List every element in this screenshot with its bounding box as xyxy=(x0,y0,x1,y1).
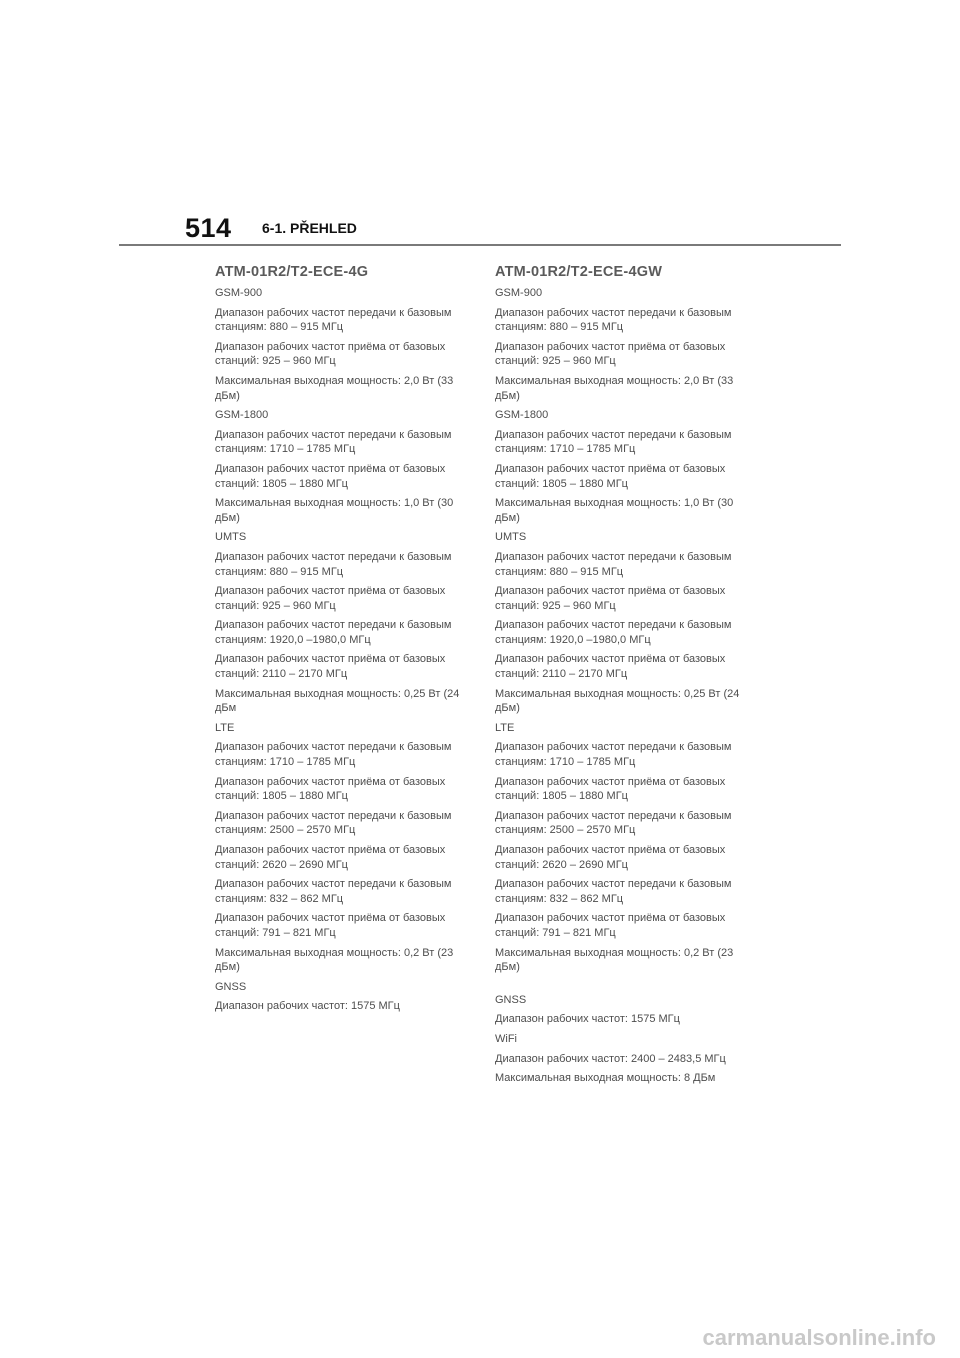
spec-line: Максимальная выходная мощность: 0,2 Вт (23 дБм) xyxy=(495,946,734,974)
spec-line: Диапазон рабочих частот передачи к базовым станциям: 880 – 915 МГц xyxy=(215,550,452,578)
spec-line: GSM-1800 xyxy=(215,409,269,422)
spec-line: Диапазон рабочих частот передачи к базовым станциям: 880 – 915 МГц xyxy=(495,306,732,334)
spec-line: Диапазон рабочих частот передачи к базовым станциям: 1710 – 1785 МГц xyxy=(495,741,732,769)
spec-line: Диапазон рабочих частот передачи к базовым станциям: 1920,0 –1980,0 МГц xyxy=(495,619,732,646)
spec-line: GNSS xyxy=(495,993,527,1006)
model-heading-4g: ATM-01R2/T2-ECE-4G xyxy=(215,264,369,280)
section-title: 6-1. PŘEHLED xyxy=(262,220,357,236)
spec-line: Максимальная выходная мощность: 2,0 Вт (33 дБм) xyxy=(215,374,454,402)
spec-line: Максимальная выходная мощность: 1,0 Вт (30 дБм) xyxy=(215,497,454,524)
spec-line: Диапазон рабочих частот передачи к базовым станциям: 1710 – 1785 МГц xyxy=(495,428,732,456)
spec-line: Диапазон рабочих частот приёма от базовых станций: 1805 – 1880 МГц xyxy=(495,462,726,490)
spec-line: Диапазон рабочих частот приёма от базовых станций: 791 – 821 МГц xyxy=(215,912,446,939)
spec-line: Диапазон рабочих частот: 1575 МГц xyxy=(495,1013,680,1026)
spec-line: Диапазон рабочих частот: 1575 МГц xyxy=(215,1000,400,1013)
page-number: 514 xyxy=(185,213,232,243)
spec-line: GSM-900 xyxy=(215,287,263,299)
spec-line: Диапазон рабочих частот передачи к базовым станциям: 832 – 862 МГц xyxy=(495,878,732,905)
spec-line: Диапазон рабочих частот приёма от базовых станций: 2620 – 2690 МГц xyxy=(495,844,726,871)
header-divider xyxy=(119,244,841,246)
spec-line: Диапазон рабочих частот приёма от базовых станций: 2110 – 2170 МГц xyxy=(215,653,446,681)
spec-line: Диапазон рабочих частот передачи к базовым станциям: 880 – 915 МГц xyxy=(215,306,452,334)
watermark: carmanualsonline.info xyxy=(702,1325,936,1350)
spec-line: Диапазон рабочих частот приёма от базовых станций: 925 – 960 МГц xyxy=(495,585,726,612)
spec-line: Диапазон рабочих частот приёма от базовых станций: 791 – 821 МГц xyxy=(495,912,726,939)
spec-line: GSM-900 xyxy=(495,287,543,299)
spec-line: WiFi xyxy=(495,1032,517,1045)
spec-line: Диапазон рабочих частот приёма от базовых станций: 925 – 960 МГц xyxy=(215,340,446,368)
spec-line: Максимальная выходная мощность: 1,0 Вт (30 дБм) xyxy=(495,497,734,524)
spec-line: Диапазон рабочих частот передачи к базовым станциям: 880 – 915 МГц xyxy=(495,550,732,578)
spec-line: Максимальная выходная мощность: 8 ДБм xyxy=(495,1072,716,1085)
spec-line: Диапазон рабочих частот приёма от базовых станций: 925 – 960 МГц xyxy=(495,340,726,368)
spec-line: Диапазон рабочих частот передачи к базовым станциям: 1710 – 1785 МГц xyxy=(215,741,452,769)
spec-line: Максимальная выходная мощность: 0,2 Вт (23 дБм) xyxy=(215,946,454,974)
spec-line: Диапазон рабочих частот передачи к базовым станциям: 1710 – 1785 МГц xyxy=(215,428,452,456)
spec-line: Диапазон рабочих частот: 2400 – 2483,5 МГц xyxy=(495,1052,726,1065)
spec-line: LTE xyxy=(215,721,235,734)
spec-line: Диапазон рабочих частот приёма от базовых станций: 925 – 960 МГц xyxy=(215,585,446,612)
spec-line: GNSS xyxy=(215,980,247,993)
spec-line: UMTS xyxy=(495,531,527,544)
spec-line: Диапазон рабочих частот приёма от базовых станций: 1805 – 1880 МГц xyxy=(215,775,446,803)
spec-line: Максимальная выходная мощность: 0,25 Вт (24 дБм) xyxy=(495,687,740,715)
spec-line: Максимальная выходная мощность: 0,25 Вт (24 дБм xyxy=(215,687,460,715)
spec-line: GSM-1800 xyxy=(495,409,549,422)
spec-line: Диапазон рабочих частот приёма от базовых станций: 1805 – 1880 МГц xyxy=(215,462,446,490)
spec-line: Диапазон рабочих частот приёма от базовых станций: 2620 – 2690 МГц xyxy=(215,844,446,871)
spec-line: UMTS xyxy=(215,531,247,544)
spec-line: Диапазон рабочих частот передачи к базовым станциям: 1920,0 –1980,0 МГц xyxy=(215,619,452,646)
right-column xyxy=(495,264,750,1091)
spec-line: Диапазон рабочих частот передачи к базовым станциям: 2500 – 2570 МГц xyxy=(495,809,732,837)
spec-line: Диапазон рабочих частот передачи к базовым станциям: 2500 – 2570 МГц xyxy=(215,809,452,837)
spec-line: LTE xyxy=(495,721,515,734)
left-column xyxy=(215,264,470,1019)
spec-line: Диапазон рабочих частот приёма от базовых станций: 1805 – 1880 МГц xyxy=(495,775,726,803)
model-heading-4gw: ATM-01R2/T2-ECE-4GW xyxy=(495,264,663,280)
spec-line: Диапазон рабочих частот передачи к базовым станциям: 832 – 862 МГц xyxy=(215,878,452,905)
spec-line: Диапазон рабочих частот приёма от базовых станций: 2110 – 2170 МГц xyxy=(495,653,726,681)
spec-line: Максимальная выходная мощность: 2,0 Вт (33 дБм) xyxy=(495,374,734,402)
